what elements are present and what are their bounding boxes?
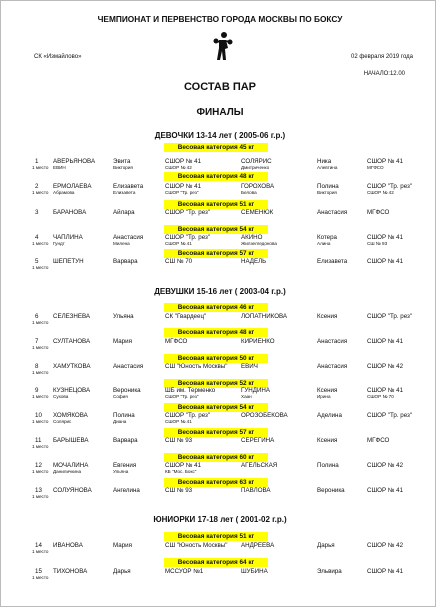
red-corner-club: СШОР № 41 <box>165 462 202 469</box>
blue-corner-club: СШОР № 42 <box>367 462 404 469</box>
place-note: 1 место <box>32 419 49 424</box>
red-corner-club: СШОР "Тр. рез" <box>165 412 211 419</box>
blue-corner-surname: КИРИЕНКО <box>241 338 275 345</box>
red-corner-surname-2: Даниличкина <box>53 469 82 474</box>
red-corner-name: Анастасия <box>113 234 144 241</box>
blue-corner-surname: АКИНО <box>241 234 263 241</box>
red-corner-name-2: Ульяна <box>113 469 129 474</box>
blue-corner-name-2: Алевтина <box>317 165 338 170</box>
blue-corner-name: Анастасия <box>317 338 348 345</box>
bout-number: 5 <box>35 258 39 265</box>
blue-corner-surname: СОЛЯРИС <box>241 158 272 165</box>
red-corner-name: Полина <box>113 412 135 419</box>
blue-corner-surname: ЛОПАТНИКОВА <box>241 313 288 320</box>
weight-category-label: Весовая категория 48 кг <box>164 172 268 181</box>
red-corner-club: МССУОР №1 <box>165 568 204 575</box>
red-corner-surname: ЧАПЛИНА <box>53 234 83 241</box>
section-title: ДЕВОЧКИ 13-14 лет ( 2005-06 г.р.) <box>154 131 286 140</box>
red-corner-surname: КУЗНЕЦОВА <box>53 387 91 394</box>
bout-number: 10 <box>35 412 42 419</box>
bout-number: 1 <box>35 158 39 165</box>
bout-number: 2 <box>35 183 39 190</box>
red-corner-club-2: СШОР "Тр. рез" <box>165 190 199 195</box>
red-corner-surname-2: Сухова <box>53 394 69 399</box>
weight-category-label: Весовая категория 54 кг <box>164 403 268 412</box>
red-corner-surname-2: Абрамова <box>53 190 75 195</box>
blue-corner-surname: НАДЕЛЬ <box>241 258 267 265</box>
blue-corner-club: МГФСО <box>367 209 390 216</box>
place-note: 1 место <box>32 345 49 350</box>
red-corner-club: СШ № 70 <box>165 258 193 265</box>
red-corner-club: СШОР "Тр. рез" <box>165 234 211 241</box>
blue-corner-name: Анастасия <box>317 209 348 216</box>
weight-category-label: Весовая категория 63 кг <box>164 478 268 487</box>
place-note: 1 место <box>32 444 49 449</box>
blue-corner-name: Анастасия <box>317 363 348 370</box>
red-corner-name: Варвара <box>113 437 138 444</box>
red-corner-surname: ТИХОНОВА <box>53 568 88 575</box>
blue-corner-club: СШОР № 41 <box>367 234 404 241</box>
blue-corner-name: Ксения <box>317 313 338 320</box>
weight-category-label: Весовая категория 60 кг <box>164 453 268 462</box>
blue-corner-name: Полина <box>317 183 339 190</box>
blue-corner-surname: ШУБИНА <box>241 568 268 575</box>
blue-corner-name-2: Ирина <box>317 394 331 399</box>
bout-number: 8 <box>35 363 39 370</box>
red-corner-surname: ЕРМОЛАЕВА <box>53 183 92 190</box>
red-corner-name-2: Диана <box>113 419 127 424</box>
blue-corner-surname: ЕВИЧ <box>241 363 258 370</box>
blue-corner-club: СШОР "Тр. рез" <box>367 313 413 320</box>
blue-corner-name: Дарья <box>317 542 335 549</box>
section-title: ЮНИОРКИ 17-18 лет ( 2001-02 г.р.) <box>153 515 287 524</box>
red-corner-surname: БАРАНОВА <box>53 209 87 216</box>
weight-category-label: Весовая категория 46 кг <box>164 303 268 312</box>
bout-row <box>1 258 438 284</box>
blue-corner-surname: СЕРЕГИНА <box>241 437 275 444</box>
boxer-icon <box>213 31 233 61</box>
blue-corner-club: СШОР № 41 <box>367 338 404 345</box>
blue-corner-surname-2: Дмитриченко <box>241 165 270 170</box>
blue-corner-surname: АНДРЕЕВА <box>241 542 275 549</box>
red-corner-name-2: Милена <box>113 241 130 246</box>
blue-corner-surname: ОРОЗОБЕКОВА <box>241 412 288 419</box>
blue-corner-name-2: Виктория <box>317 190 337 195</box>
bout-number: 3 <box>35 209 39 216</box>
blue-corner-club-2: МГФСО <box>367 165 384 170</box>
blue-corner-club-2: СШОР № 42 <box>367 190 394 195</box>
bout-number: 12 <box>35 462 42 469</box>
bout-number: 13 <box>35 487 42 494</box>
bout-number: 4 <box>35 234 39 241</box>
document-subheading: ФИНАЛЫ <box>196 107 244 118</box>
place-note: 1 место <box>32 165 49 170</box>
blue-corner-name: Ксения <box>317 437 338 444</box>
blue-corner-club-2: СШ № 93 <box>367 241 388 246</box>
weight-category-label: Весовая категория 52 кг <box>164 379 268 388</box>
blue-corner-name: Елизавета <box>317 258 348 265</box>
red-corner-surname-2: ЕВИН <box>53 165 66 170</box>
red-corner-club-2: КБ "Мос. Бокс" <box>165 469 197 474</box>
red-corner-name: Эвита <box>113 158 131 165</box>
red-corner-name: Евгения <box>113 462 137 469</box>
red-corner-club: СШ "Юность Москвы" <box>165 542 228 549</box>
red-corner-surname: ХОМЯКОВА <box>53 412 88 419</box>
bout-number: 14 <box>35 542 42 549</box>
weight-category-label: Весовая категория 50 кг <box>164 354 268 363</box>
blue-corner-club-2: СШОР № 70 <box>367 394 394 399</box>
document-heading: СОСТАВ ПАР <box>183 81 257 93</box>
red-corner-club-2: СШОР № 42 <box>165 165 192 170</box>
blue-corner-name: Котера <box>317 234 337 241</box>
red-corner-surname: ШЕПЕТУН <box>53 258 84 265</box>
red-corner-name: Дарья <box>113 568 131 575</box>
weight-category-label: Весовая категория 54 кг <box>164 225 268 234</box>
bout-number: 15 <box>35 568 42 575</box>
red-corner-name: Ульяна <box>113 313 134 320</box>
event-date: 02 февраля 2019 года <box>350 54 413 60</box>
blue-corner-club: СШОР "Тр. рез" <box>367 412 413 419</box>
blue-corner-name: Эльвира <box>317 568 342 575</box>
red-corner-name: Вероника <box>113 387 141 394</box>
red-corner-surname-2: Гундт <box>53 241 65 246</box>
red-corner-club-2: СШОР № 41 <box>165 241 192 246</box>
place-note: 1 место <box>32 469 49 474</box>
red-corner-club: СШОР "Тр. рез" <box>165 209 211 216</box>
start-time: НАЧАЛО:12.00 <box>363 71 405 77</box>
red-corner-surname: ИВАНОВА <box>53 542 83 549</box>
red-corner-name: Варвара <box>113 258 138 265</box>
bout-number: 9 <box>35 387 39 394</box>
bout-number: 11 <box>35 437 42 444</box>
red-corner-name: Анастасия <box>113 363 144 370</box>
bout-number: 6 <box>35 313 39 320</box>
place-note: 1 место <box>32 265 49 270</box>
weight-category-label: Весовая категория 48 кг <box>164 328 268 337</box>
place-note: 1 место <box>32 575 49 580</box>
red-corner-name: Мария <box>113 542 132 549</box>
club-name: СК «Измайлово» <box>34 54 82 60</box>
red-corner-name: Айлара <box>113 209 135 216</box>
red-corner-surname: СЕЛЕЗНЕВА <box>53 313 91 320</box>
red-corner-club: СШОР № 41 <box>165 158 202 165</box>
blue-corner-club: СШОР № 41 <box>367 568 404 575</box>
blue-corner-name: Ксения <box>317 387 338 394</box>
red-corner-surname: СОЛУЯНОВА <box>53 487 92 494</box>
place-note: 1 место <box>32 394 49 399</box>
red-corner-name: Елизавета <box>113 183 144 190</box>
blue-corner-surname: СЕМЕНЮК <box>241 209 274 216</box>
blue-corner-surname: ГУНДИНА <box>241 387 270 394</box>
blue-corner-club: СШОР № 42 <box>367 363 404 370</box>
bout-row <box>1 487 438 513</box>
place-note: 1 место <box>32 370 49 375</box>
blue-corner-club: СШОР № 42 <box>367 542 404 549</box>
red-corner-surname: СУЛТАНОВА <box>53 338 91 345</box>
blue-corner-surname: АГЕЛЬСКАЯ <box>241 462 278 469</box>
red-corner-surname: БАРЫШЕВА <box>53 437 89 444</box>
red-corner-name-2: Виктория <box>113 165 133 170</box>
blue-corner-name-2: Алина <box>317 241 331 246</box>
blue-corner-name: Аделина <box>317 412 342 419</box>
blue-corner-club: СШОР № 41 <box>367 158 404 165</box>
red-corner-name: Ангелина <box>113 487 140 494</box>
red-corner-name-2: Елизавета <box>113 190 136 195</box>
section-title: ДЕВУШКИ 15-16 лет ( 2003-04 г.р.) <box>154 287 286 296</box>
blue-corner-club: СШОР "Тр. рез" <box>367 183 413 190</box>
blue-corner-club: СШОР № 41 <box>367 258 404 265</box>
blue-corner-name: Вероника <box>317 487 345 494</box>
red-corner-club-2: СШОР № 41 <box>165 419 192 424</box>
red-corner-club: СШ "Юность Москвы" <box>165 363 228 370</box>
weight-category-label: Весовая категория 51 кг <box>164 532 268 541</box>
weight-category-label: Весовая категория 45 кг <box>164 143 268 152</box>
blue-corner-surname-2: Жилзелгедонова <box>241 241 277 246</box>
red-corner-club: СШ № 93 <box>165 487 193 494</box>
document-title: ЧЕМПИОНАТ И ПЕРВЕНСТВО ГОРОДА МОСКВЫ ПО БОКСУ <box>97 14 343 24</box>
red-corner-surname: МОЧАЛИНА <box>53 462 89 469</box>
red-corner-club: СШОР № 41 <box>165 183 202 190</box>
blue-corner-club: МГФСО <box>367 437 390 444</box>
bout-number: 7 <box>35 338 39 345</box>
weight-category-label: Весовая категория 57 кг <box>164 428 268 437</box>
red-corner-surname: АВЕРЬЯНОВА <box>53 158 96 165</box>
bout-row <box>1 568 438 594</box>
place-note: 1 место <box>32 241 49 246</box>
blue-corner-surname-2: Хаан <box>241 394 252 399</box>
blue-corner-surname: ПАВЛОВА <box>241 487 271 494</box>
weight-category-label: Весовая категория 57 кг <box>164 249 268 258</box>
red-corner-club: МГФСО <box>165 338 188 345</box>
place-note: 1 место <box>32 320 49 325</box>
blue-corner-name: Ника <box>317 158 332 165</box>
red-corner-surname-2: Солярис <box>53 419 72 424</box>
red-corner-club-2: СШОР "Тр. рез" <box>165 394 199 399</box>
place-note: 1 место <box>32 190 49 195</box>
blue-corner-club: СШОР № 41 <box>367 387 404 394</box>
place-note: 1 место <box>32 494 49 499</box>
blue-corner-surname: ГОРОХОВА <box>241 183 275 190</box>
blue-corner-name: Полина <box>317 462 339 469</box>
blue-corner-club: СШОР № 41 <box>367 487 404 494</box>
place-note: 1 место <box>32 549 49 554</box>
red-corner-name: Мария <box>113 338 132 345</box>
red-corner-club: СК "Гвардеец" <box>165 313 207 320</box>
weight-category-label: Весовая категория 51 кг <box>164 200 268 209</box>
red-corner-name-2: София <box>113 394 128 399</box>
red-corner-club: ШБ им. Терменко <box>165 387 216 394</box>
weight-category-label: Весовая категория 64 кг <box>164 558 268 567</box>
blue-corner-surname-2: Белова <box>241 190 257 195</box>
red-corner-surname: ХАМУТКОВА <box>53 363 91 370</box>
red-corner-club: СШ № 93 <box>165 437 193 444</box>
